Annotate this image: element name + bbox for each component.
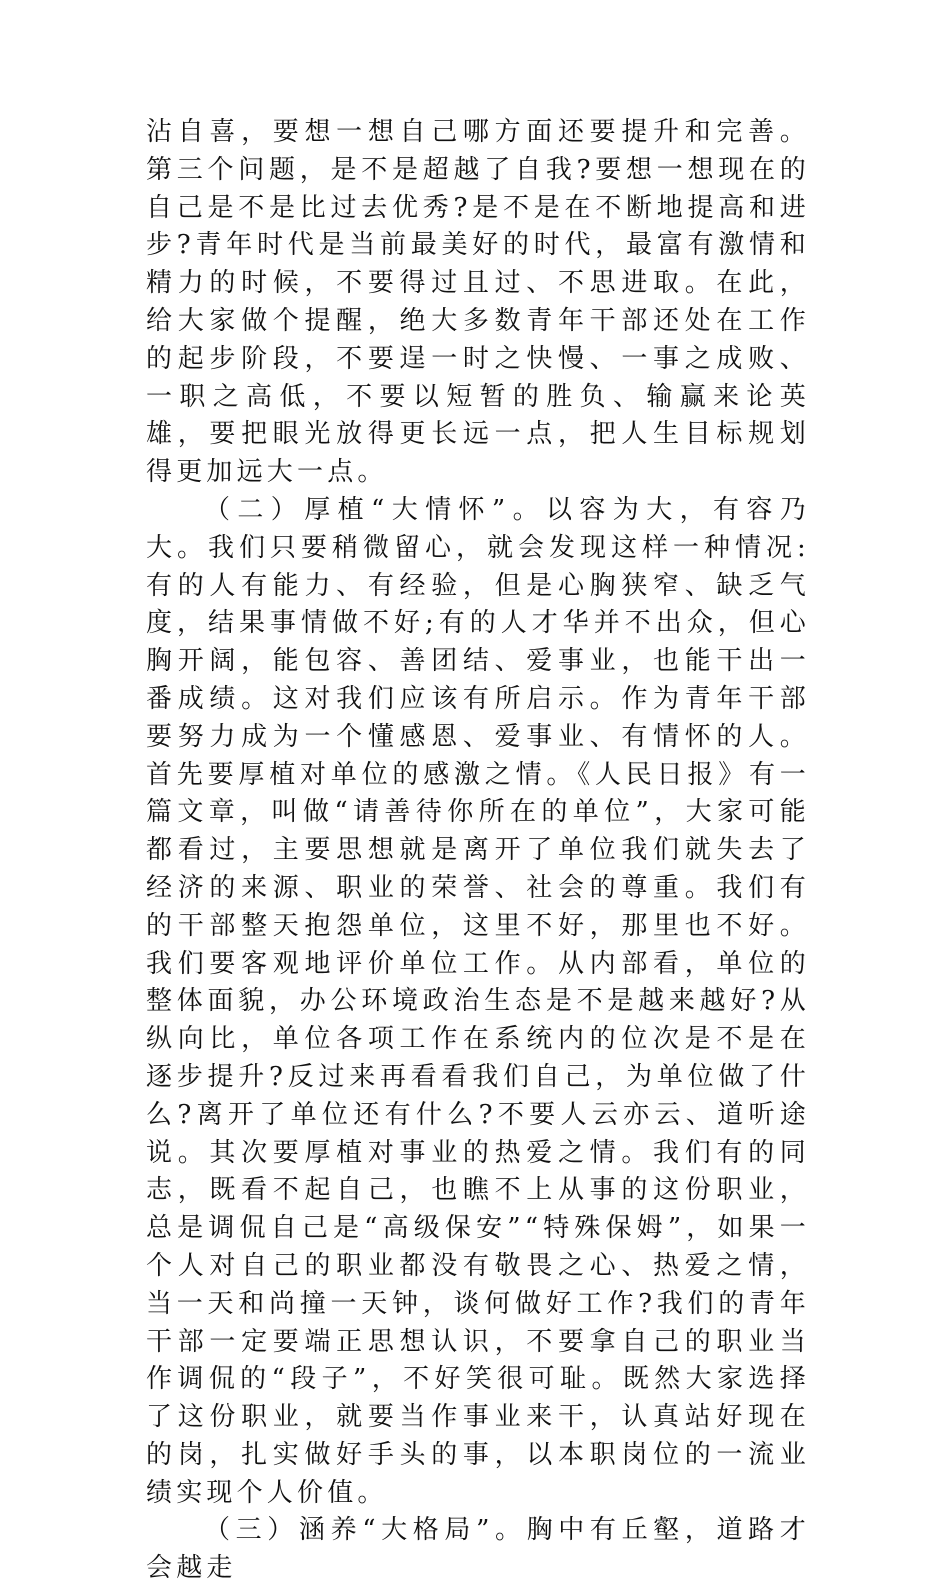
document-body <box>146 114 810 1588</box>
paragraph-3: （三）涵养“大格局”。胸中有丘壑，道路才会越走 <box>146 1515 810 1584</box>
paragraph-2: （二）厚植“大情怀”。以容为大，有容乃大。我们只要稍微留心，就会发现这样一种情况:有的人有能力、有经验，但是心胸狭窄、缺乏气度，结果事情做不好;有的人才华并不出众，但心胸开阔，能包容、善团结、爱事业，也能干出一番成绩。这对我们应该有所启示。作为青年干部要努力成为一个懂感恩、爱事业、有情怀的人。首先要厚植对单位的感激之情。《人民日报》有一篇文章，叫做“请善待你所在的单位”，大家可能都看过，主要思想就是离开了单位我们就失去了经济的来源、职业的荣誉、社会的尊重。我们有的干部整天抱怨单位，这里不好，那里也不好。我们要客观地评价单位工作。从内部看，单位的整体面貌，办公环境政治生态是不是越来越好?从纵向比，单位各项工作在系统内的位次是不是在逐步提升?反过来再看看我们自己，为单位做了什么?离开了单位还有什么?不要人云亦云、道听途说。其次要厚植对事业的热爱之情。我们有的同志，既看不起自己，也瞧不上从事的这份职业，总是调侃自己是“高级保安”“特殊保姆”，如果一个人对自己的职业都没有敬畏之心、热爱之情，当一天和尚撞一天钟，谈何做好工作?我们的青年干部一定要端正思想认识，不要拿自己的职业当作调侃的“段子”，不好笑很可耻。既然大家选择了这份职业，就要当作事业来干，认真站好现在的岗，扎实做好手头的事，以本职岗位的一流业绩实现个人价值。 <box>146 494 810 1508</box>
paragraph-1: 沾自喜，要想一想自己哪方面还要提升和完善。第三个问题，是不是超越了自我?要想一想现在的自己是不是比过去优秀?是不是在不断地提高和进步?青年时代是当前最美好的时代，最富有激情和精力的时候，不要得过且过、不思进取。在此，给大家做个提醒，绝大多数青年干部还处在工作的起步阶段，不要逞一时之快慢、一事之成败、一职之高低，不要以短暂的胜负、输赢来论英雄，要把眼光放得更长远一点，把人生目标规划得更加远大一点。 <box>146 117 810 488</box>
